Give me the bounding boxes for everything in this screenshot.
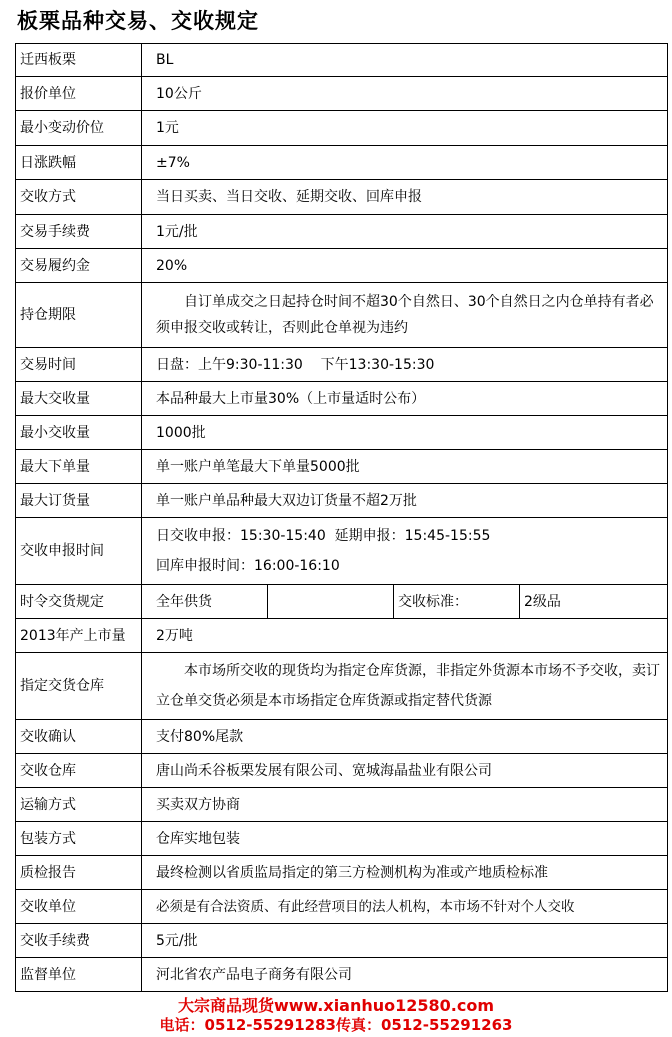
row-value: 唐山尚禾谷板栗发展有限公司、宽城海晶盐业有限公司: [142, 754, 668, 788]
row-label: 最小交收量: [16, 416, 142, 450]
standard-value: 2级品: [520, 585, 668, 619]
row-value: 本市场所交收的现货均为指定仓库货源，非指定外货源本市场不予交收，卖订立仓单交货必须是本市场指定仓库货源或指定替代货源: [142, 653, 668, 720]
row-value: 当日买卖、当日交收、延期交收、回库申报: [142, 180, 668, 215]
row-value: 1元/批: [142, 215, 668, 249]
row-value: 仓库实地包装: [142, 822, 668, 856]
table-row: [16, 77, 668, 111]
table-row: [16, 450, 668, 484]
value-line: 日交收申报：15:30-15:40 延期申报：15:45-15:55: [156, 528, 491, 544]
footer-site-line: 大宗商品现货www.xianhuo12580.com: [177, 996, 495, 1015]
row-label: 最大交收量: [16, 382, 142, 416]
row-value: 最终检测以省质监局指定的第三方检测机构为准或产地质检标准: [142, 856, 668, 890]
table-row: [16, 382, 668, 416]
row-value: 自订单成交之日起持仓时间不超30个自然日、30个自然日之内仓单持有者必须申报交收或转让，否则此仓单视为违约: [142, 283, 668, 348]
row-label: 交易时间: [16, 348, 142, 382]
table-row: [16, 822, 668, 856]
table-row: [16, 585, 668, 619]
row-label: 2013年产上市量: [16, 619, 142, 653]
row-value: 1000批: [142, 416, 668, 450]
table-row: [16, 924, 668, 958]
row-label: 监督单位: [16, 958, 142, 992]
row-value: 买卖双方协商: [142, 788, 668, 822]
table-row: [16, 619, 668, 653]
table-row: [16, 653, 668, 720]
row-label: 时令交货规定: [16, 585, 142, 619]
table-row: [16, 890, 668, 924]
table-row: [16, 180, 668, 215]
table-row: [16, 249, 668, 283]
row-label: 持仓期限: [16, 283, 142, 348]
row-label: 最大下单量: [16, 450, 142, 484]
table-row: [16, 484, 668, 518]
table-row: [16, 788, 668, 822]
row-label: 交易手续费: [16, 215, 142, 249]
row-value: BL: [142, 44, 668, 77]
row-value: 2万吨: [142, 619, 668, 653]
table-row: [16, 283, 668, 348]
row-label: 交收申报时间: [16, 518, 142, 585]
page-title: 板栗品种交易、交收规定: [17, 9, 259, 33]
row-value: ±7%: [142, 146, 668, 180]
standard-label: 交收标准：: [394, 585, 520, 619]
table-row: [16, 146, 668, 180]
table-row: [16, 720, 668, 754]
row-value: 本品种最大上市量30%（上市量适时公布）: [142, 382, 668, 416]
table-row: [16, 754, 668, 788]
row-value: 必须是有合法资质、有此经营项目的法人机构，本市场不针对个人交收: [142, 890, 668, 924]
row-value: 河北省农产品电子商务有限公司: [142, 958, 668, 992]
row-label: 迁西板栗: [16, 44, 142, 77]
row-value: 20%: [142, 249, 668, 283]
row-value: 单一账户单品种最大双边订货量不超2万批: [142, 484, 668, 518]
value-line: 回库申报时间：16:00-16:10: [156, 558, 340, 574]
row-value: 5元/批: [142, 924, 668, 958]
table-row: [16, 348, 668, 382]
table-row: [16, 958, 668, 992]
row-value: 单一账户单笔最大下单量5000批: [142, 450, 668, 484]
table-row: [16, 518, 668, 585]
row-label: 指定交货仓库: [16, 653, 142, 720]
row-label: 交收仓库: [16, 754, 142, 788]
table-row: [16, 856, 668, 890]
row-label: 最小变动价位: [16, 111, 142, 146]
row-label: 交收单位: [16, 890, 142, 924]
row-label: 最大订货量: [16, 484, 142, 518]
row-value: 1元: [142, 111, 668, 146]
row-label: 运输方式: [16, 788, 142, 822]
row-label: 交易履约金: [16, 249, 142, 283]
row-label: 包装方式: [16, 822, 142, 856]
row-label: 交收确认: [16, 720, 142, 754]
table-row: [16, 416, 668, 450]
spec-table: [15, 43, 668, 992]
row-label: 质检报告: [16, 856, 142, 890]
row-label: 报价单位: [16, 77, 142, 111]
empty-cell: [268, 585, 394, 619]
table-row: [16, 44, 668, 77]
row-label: 交收手续费: [16, 924, 142, 958]
row-label: 交收方式: [16, 180, 142, 215]
row-value: 全年供货: [142, 585, 268, 619]
footer-contact-line: 电话：0512-55291283传真：0512-55291263: [159, 1016, 513, 1034]
row-label: 日涨跌幅: [16, 146, 142, 180]
row-value: 10公斤: [142, 77, 668, 111]
row-value: 支付80%尾款: [142, 720, 668, 754]
table-row: [16, 215, 668, 249]
table-row: [16, 111, 668, 146]
row-value: [142, 518, 668, 585]
row-value: 日盘：上午9:30-11:30 下午13:30-15:30: [142, 348, 668, 382]
